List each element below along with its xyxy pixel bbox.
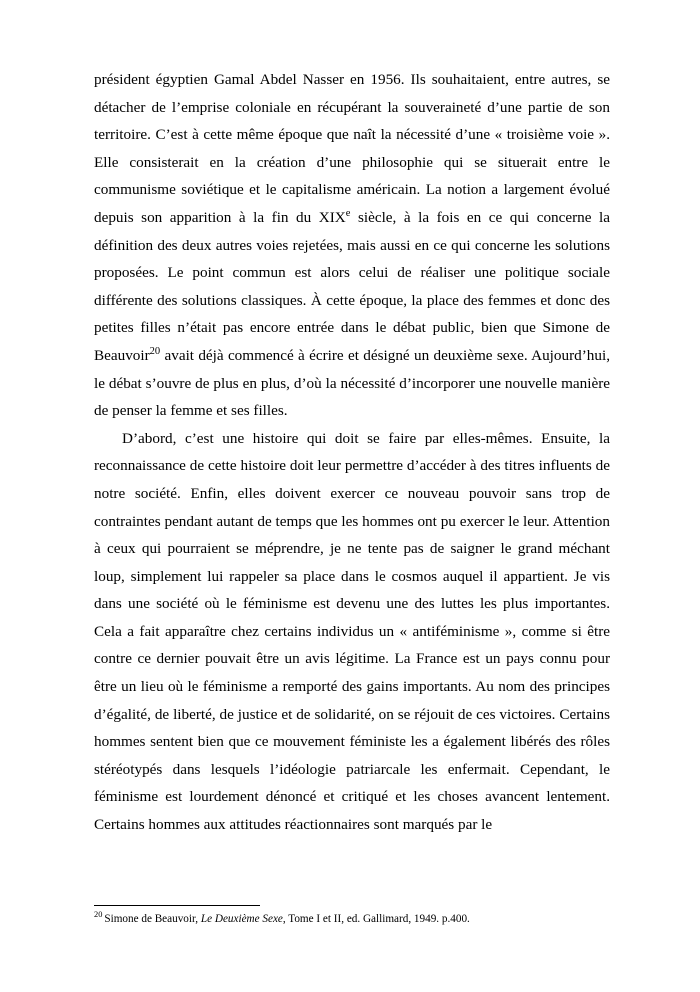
footnote-citation-rest: , Tome I et II, ed. Gallimard, 1949. p.400. (282, 913, 470, 925)
paragraph-1-text-end: avait déjà commencé à écrire et désigné un deuxième sexe. Aujourd’hui, le débat s’ouvre de plus en plus, d’où la nécessité d’incorporer une nouvelle manière de penser la femme et ses filles. (94, 346, 610, 420)
paragraph-2: D’abord, c’est une histoire qui doit se faire par elles-mêmes. Ensuite, la reconnaissance de cette histoire doit leur permettre d’accéder à des titres influents de notre société. Enfin, elles doivent exercer ce nouveau pouvoir sans trop de contraintes pendant autant de temps que les hommes ont pu exercer le leur. Attention à ceux qui pourraient se méprendre, je ne tente pas de saigner le grand méchant loup, simplement lui rappeler sa place dans le cosmos auquel il appartient. Je vis dans une société où le féminisme est devenu une des luttes les plus importantes. Cela a fait apparaître chez certains individus un « antiféminisme », comme si être contre ce dernier pouvait être un avis légitime. La France est un pays connu pour être un lieu où le féminisme a remporté des gains importants. Au nom des principes d’égalité, de liberté, de justice et de solidarité, on se réjouit de ces victoires. Certains hommes sentent bien que ce mouvement féministe les a également libérés des rôles stéréotypés dans lesquels l’idéologie patriarcale les enfermait. Cependant, le féminisme est lourdement dénoncé et critiqué et les choses avancent lentement. Certains hommes aux attitudes réactionnaires sont marqués par le (94, 429, 610, 834)
footnote-area (94, 905, 610, 927)
page-body (94, 66, 610, 839)
footnote-title: Le Deuxième Sexe (200, 913, 283, 925)
paragraph-1 (94, 66, 610, 425)
footnote-item (94, 912, 610, 927)
paragraph-1-text-before-note: président égyptien Gamal Abdel Nasser en 1956. Ils souhaitaient, entre autres, se détacher de l’emprise coloniale en récupérant la souveraineté d’une partie de son territoire. C’est à cette même époque que naît la nécessité d’une « troisième voie ». Elle consisterait en la création d’une philosophie qui se situerait entre le communisme soviétique et le capitalisme américain. La notion a largement évolué depuis son apparition à la fin du XIX (94, 71, 610, 226)
footnote-author: Simone de Beauvoir, (104, 913, 201, 925)
footnote-number: 20 (94, 910, 103, 920)
footnote-separator-rule (94, 905, 260, 906)
footnote-reference-20[interactable]: 20 (149, 345, 161, 357)
ordinal-superscript: e (345, 207, 351, 219)
paragraph-1-text-after-inline: siècle, à la fois en ce qui concerne la définition des deux autres voies rejetées, mais aussi en ce qui concerne les solutions proposées. Le point commun est alors celui de réaliser une politique sociale différente des solutions classiques. À cette époque, la place des femmes et donc des petites filles n’était pas encore entrée dans le débat public, bien que Simone de Beauvoir (94, 208, 611, 364)
